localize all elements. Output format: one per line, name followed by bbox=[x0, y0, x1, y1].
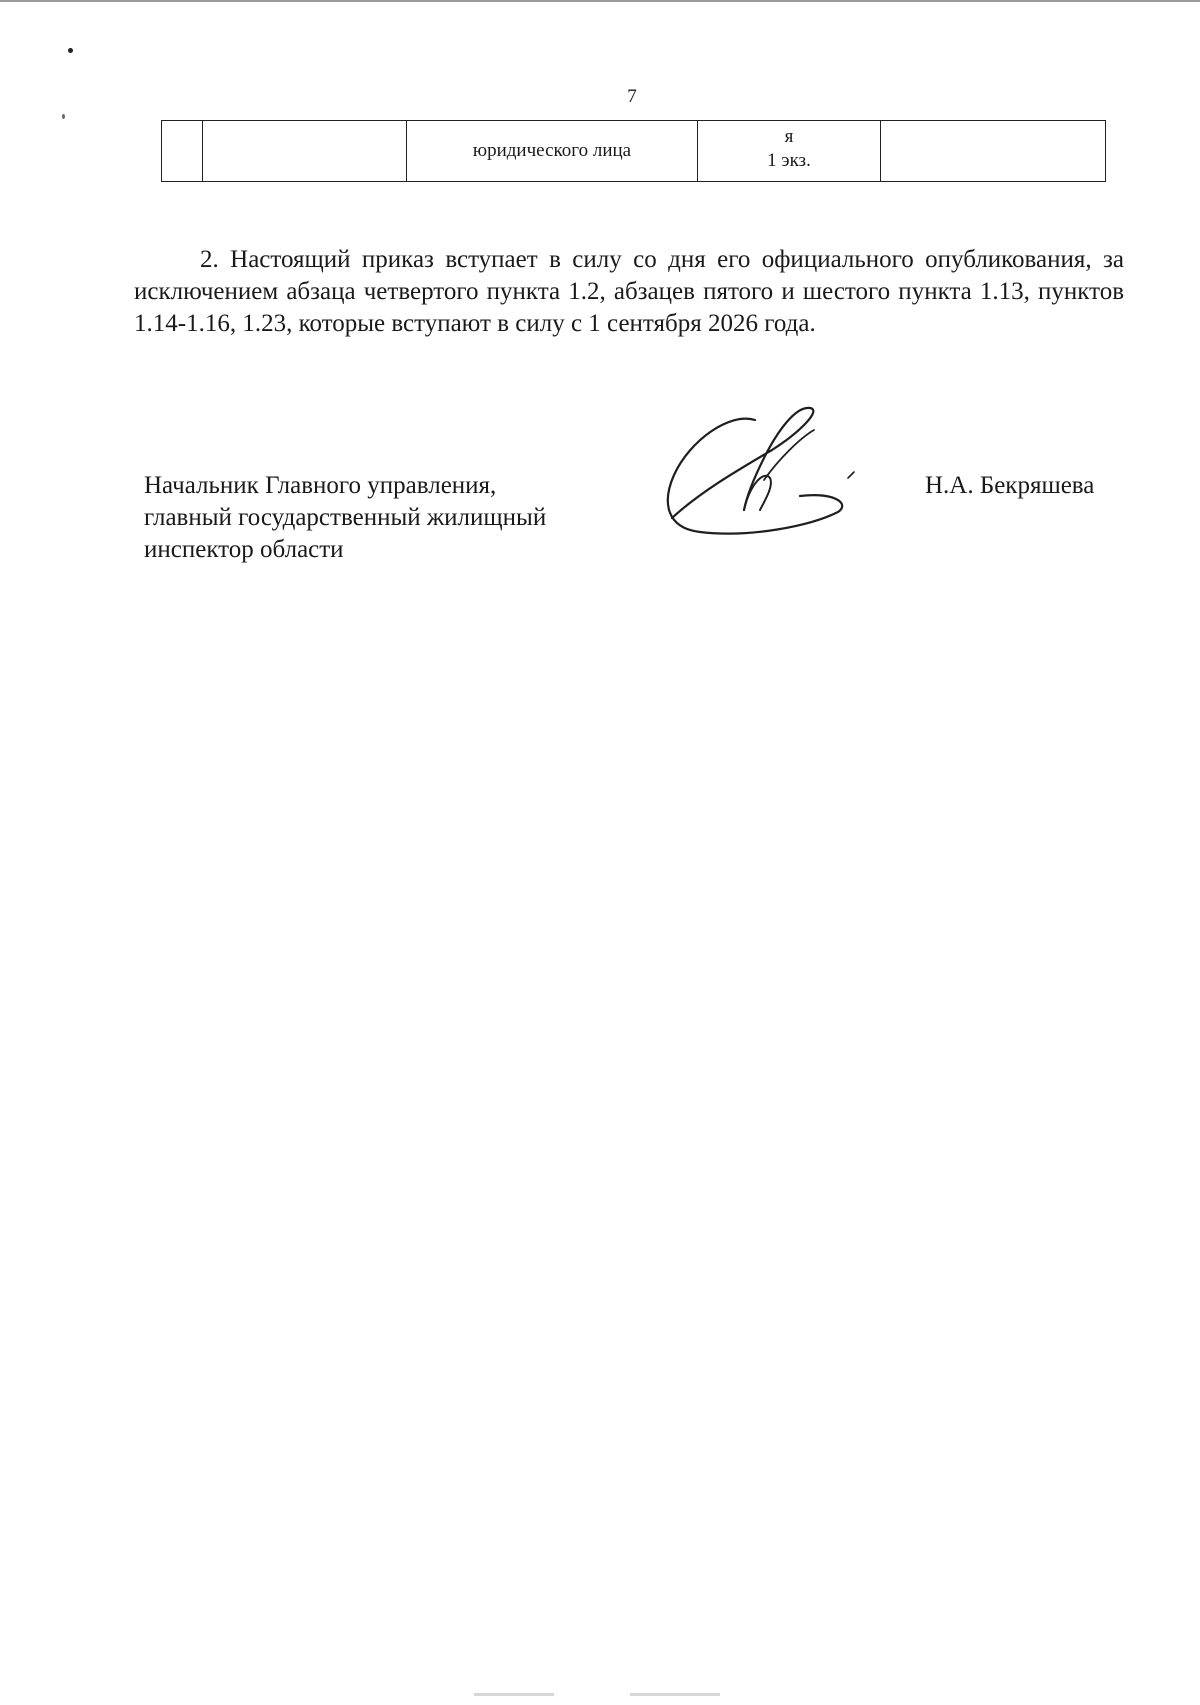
signatory-title-line: инспектор области bbox=[144, 536, 344, 563]
signatory-name: Н.А. Бекряшева bbox=[925, 472, 1095, 499]
scan-top-edge bbox=[0, 0, 1200, 2]
page-number: 7 bbox=[627, 86, 637, 107]
continuation-table bbox=[161, 120, 1106, 182]
table-cell-text: 1 экз. bbox=[767, 150, 811, 171]
table-cell-text: я bbox=[784, 126, 794, 148]
signatory-title-line: главный государственный жилищный bbox=[144, 504, 547, 531]
scan-speck bbox=[68, 48, 73, 53]
table-cell-applicant-type: юридического лица bbox=[407, 121, 698, 182]
signatory-title bbox=[144, 470, 664, 566]
signatory-title-line: Начальник Главного управления, bbox=[144, 472, 497, 499]
table-row bbox=[162, 121, 1106, 182]
table-cell bbox=[203, 121, 407, 182]
scan-speck bbox=[62, 114, 65, 119]
effective-date-paragraph: 2. Настоящий приказ вступает в силу со дня его официального опубликования, за исключением абзаца четвертого пункта 1.2, абзацев пятого и шестого пункта 1.13, пунктов 1.14-1.16, 1.23, которые вступают в силу с 1 сентября 2026 года. bbox=[134, 246, 1124, 337]
faint-footer-marks bbox=[470, 1690, 730, 1700]
table-cell-copies bbox=[698, 121, 881, 182]
table-cell bbox=[881, 121, 1106, 182]
handwritten-signature bbox=[660, 400, 860, 550]
table-cell bbox=[162, 121, 203, 182]
